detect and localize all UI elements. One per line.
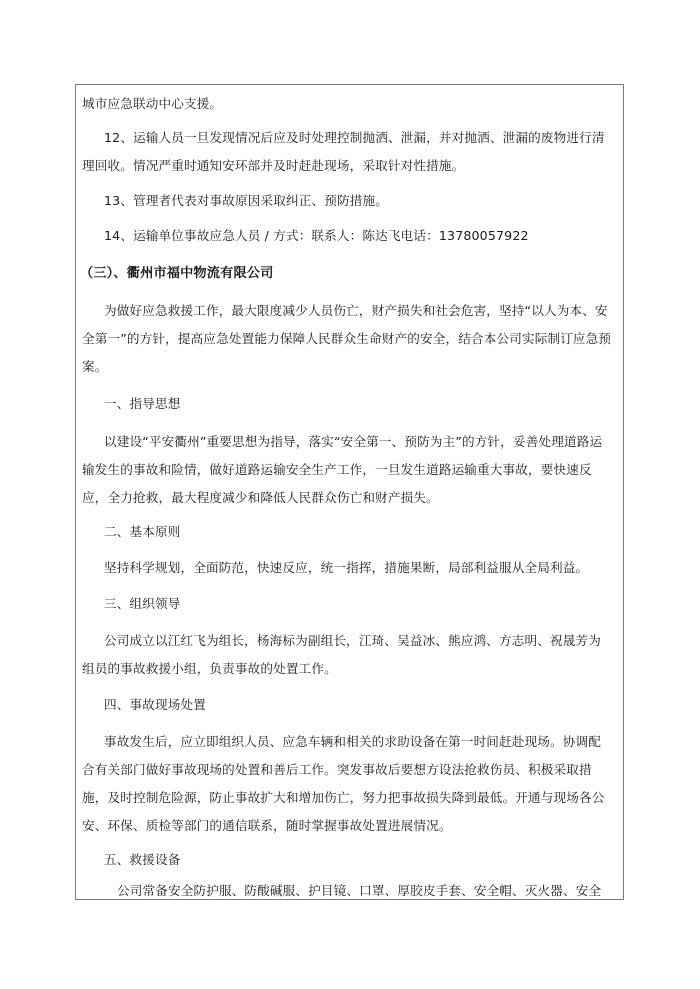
item-13: 13、管理者代表对事故原因采取纠正、预防措施。 xyxy=(104,193,388,208)
subheading-rescue-equipment: 五、救援设备 xyxy=(104,852,181,867)
paragraph-line: 安、环保、质检等部门的通信联系，随时掌握事故处置进展情况。 xyxy=(82,818,452,833)
paragraph-line: 以建设“平安衢州”重要思想为指导，落实“安全第一、预防为主”的方针，妥善处理道路运 xyxy=(104,434,603,449)
subheading-organization: 三、组织领导 xyxy=(104,596,181,611)
paragraph-line: 合有关部门做好事故现场的处置和善后工作。突发事故后要想方设法抢救伤员、积极采取措 xyxy=(82,762,592,777)
paragraph-line: 施，及时控制危险源，防止事故扩大和增加伤亡，努力把事故损失降到最低。开通与现场各公 xyxy=(82,790,605,805)
section-heading-company: （三）、衢州市福中物流有限公司 xyxy=(80,266,274,281)
paragraph-line: 事故发生后，应立即组织人员、应急车辆和相关的求助设备在第一时间赶赴现场。协调配 xyxy=(104,734,602,749)
subheading-guiding-thought: 一、指导思想 xyxy=(104,396,181,411)
subheading-scene-handling: 四、事故现场处置 xyxy=(104,697,206,712)
paragraph-line: 城市应急联动中心支援。 xyxy=(82,96,223,111)
paragraph-line: 公司成立以江红飞为组长，杨海标为副组长，江琦、吴益冰、熊应鸿、方志明、祝晟芳为 xyxy=(104,633,602,648)
subheading-basic-principles: 二、基本原则 xyxy=(104,524,181,539)
paragraph-line: 全第一”的方针，提高应急处置能力保障人民群众生命财产的安全，结合本公司实际制订应急预 xyxy=(82,331,612,346)
paragraph-line: 输发生的事故和险情，做好道路运输安全生产工作，一旦发生道路运输重大事故，要快速反 xyxy=(82,462,592,477)
paragraph-line: 公司常备安全防护服、防酸碱服、护目镜、口罩、厚胶皮手套、安全帽、灭火器、安全 xyxy=(117,883,602,898)
item-12-line: 12、运输人员一旦发现情况后应及时处理控制抛洒、泄漏，并对抛洒、泄漏的废物进行清 xyxy=(104,130,605,145)
paragraph-line: 理回收。情况严重时通知安环部并及时赶赴现场，采取针对性措施。 xyxy=(82,158,465,173)
paragraph-line: 坚持科学规划，全面防范，快速反应，统一指挥，措施果断，局部利益服从全局利益。 xyxy=(104,560,589,575)
paragraph-line: 案。 xyxy=(82,359,108,374)
paragraph-line: 为做好应急救援工作，最大限度减少人员伤亡，财产损失和社会危害，坚持“以人为本、安 xyxy=(104,303,608,318)
item-14-contact: 14、运输单位事故应急人员 / 方式：联系人：陈达飞电话：13780057922 xyxy=(104,228,529,243)
paragraph-line: 应，全力抢救，最大程度减少和降低人民群众伤亡和财产损失。 xyxy=(82,490,439,505)
paragraph-line: 组员的事故救援小组，负责事故的处置工作。 xyxy=(82,661,337,676)
